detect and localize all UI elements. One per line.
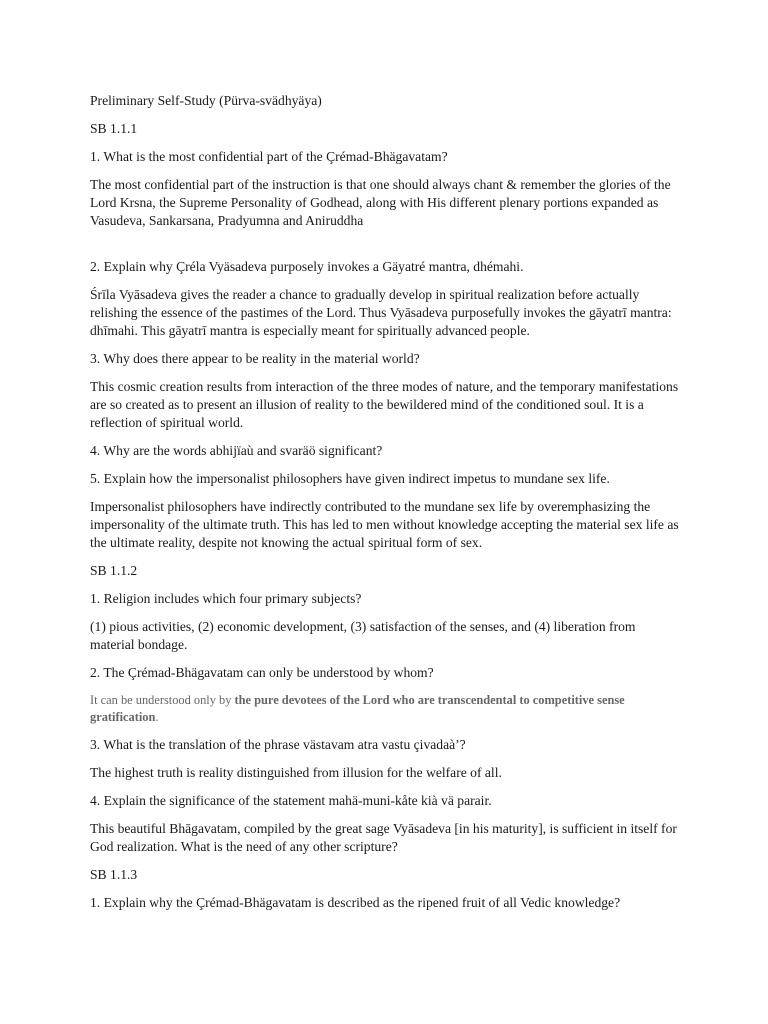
question: 3. Why does there appear to be reality in the material world? [90,351,420,366]
question: 1. Religion includes which four primary subjects? [90,591,362,606]
question: 2. Explain why Çréla Vyäsadeva purposely invokes a Gäyatré mantra, dhémahi. [90,259,524,274]
section-ref: SB 1.1.3 [90,867,138,882]
document-body [90,92,682,922]
answer: This cosmic creation results from interaction of the three modes of nature, and the temporary manifestations are so created as to present an illusion of reality to the bewildered mind of the conditioned soul. It is a reflection of spiritual world. [90,379,679,430]
section-ref: SB 1.1.2 [90,563,138,578]
question: 2. The Çrémad-Bhägavatam can only be understood by whom? [90,665,434,680]
question: 1. Explain why the Çrémad-Bhägavatam is described as the ripened fruit of all Vedic knowledge? [90,895,621,910]
question: 3. What is the translation of the phrase västavam atra vastu çivadaà’? [90,737,466,752]
answer-note-end: . [155,710,159,724]
answer: The most confidential part of the instruction is that one should always chant & remember the glories of the Lord Krsna, the Supreme Personality of Godhead, along with His different plenary portions expanded as Vasudeva, Sankarsana, Pradyumna and Aniruddha [90,177,671,228]
answer-note-bold: the pure devotees of the Lord who are transcendental to competitive sense gratification [90,693,625,724]
answer: The highest truth is reality distinguished from illusion for the welfare of all. [90,765,502,780]
answer-note-plain: It can be understood only by [90,693,235,707]
question: 4. Why are the words abhijïaù and svaräö significant? [90,443,383,458]
answer: Śrīla Vyāsadeva gives the reader a chance to gradually develop in spiritual realization before actually relishing the essence of the pastimes of the Lord. Thus Vyāsadeva purposefully invokes the gāyatrī mantra: dhīmahi. This gāyatrī mantra is especially meant for spiritually advanced people. [90,287,672,338]
section-ref: SB 1.1.1 [90,121,138,136]
answer: (1) pious activities, (2) economic development, (3) satisfaction of the senses, and (4) liberation from material bondage. [90,619,636,652]
question: 5. Explain how the impersonalist philosophers have given indirect impetus to mundane sex life. [90,471,610,486]
spacer [90,240,682,258]
answer-note [90,692,682,726]
question: 4. Explain the significance of the statement mahä-muni-kåte kià vä parair. [90,793,492,808]
answer: This beautiful Bhāgavatam, compiled by the great sage Vyāsadeva [in his maturity], is sufficient in itself for God realization. What is the need of any other scripture? [90,821,677,854]
answer: Impersonalist philosophers have indirectly contributed to the mundane sex life by overemphasizing the impersonality of the ultimate truth. This has led to men without knowledge accepting the material sex life as the ultimate reality, despite not knowing the actual spiritual form of sex. [90,499,679,550]
document-title: Preliminary Self-Study (Pürva-svädhyäya) [90,93,322,108]
question: 1. What is the most confidential part of the Çrémad-Bhägavatam? [90,149,448,164]
